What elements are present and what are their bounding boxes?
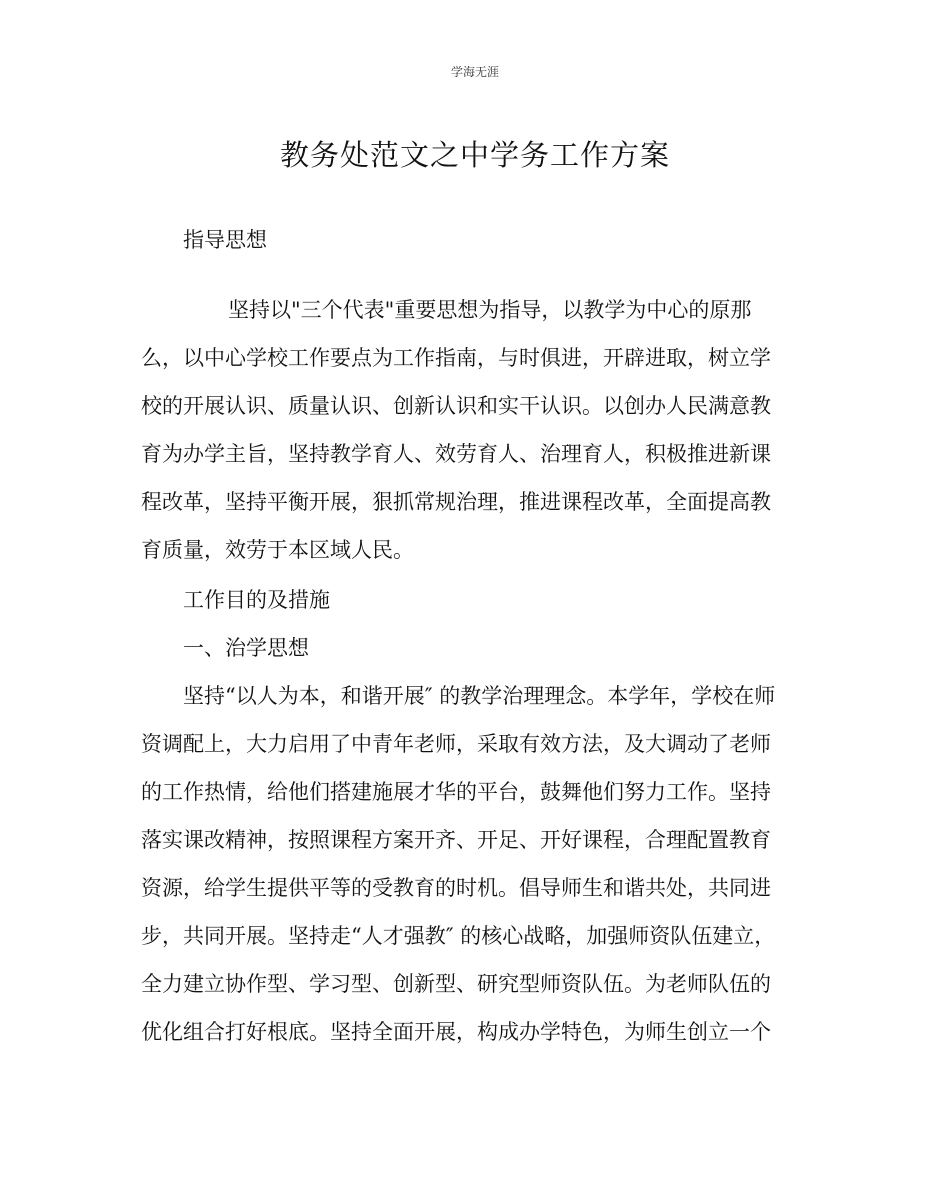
paragraph-line: 程改革，坚持平衡开展，狠抓常规治理，推进课程改革，全面提高教 xyxy=(141,490,771,514)
paragraph-line: 坚持以"三个代表"重要思想为指导，以教学为中心的原那 xyxy=(228,298,752,322)
page-header: 学海无涯 xyxy=(450,65,499,79)
paragraph-line: 优化组合打好根底。坚持全面开展，构成办学特色，为师生创立一个 xyxy=(141,1020,771,1044)
paragraph-line: 资源，给学生提供平等的受教育的时机。倡导师生和谐共处，共同进 xyxy=(141,876,771,900)
paragraph-line: 坚持“以人为本，和谐开展″ 的教学治理理念。本学年，学校在师 xyxy=(183,684,776,708)
paragraph-line: 的工作热情，给他们搭建施展才华的平台，鼓舞他们努力工作。坚持 xyxy=(141,780,771,804)
paragraph-line: 育为办学主旨，坚持教学育人、效劳育人、治理育人，积极推进新课 xyxy=(141,442,771,466)
paragraph-teaching-philosophy xyxy=(141,672,807,1056)
section-heading-teaching-philosophy: 一、治学思想 xyxy=(183,636,309,660)
section-heading-guiding: 指导思想 xyxy=(183,228,267,252)
paragraph-line: 校的开展认识、质量认识、创新认识和实干认识。以创办人民满意教 xyxy=(141,394,771,418)
paragraph-line: 落实课改精神，按照课程方案开齐、开足、开好课程，合理配置教育 xyxy=(141,828,771,852)
document-title: 教务处范文之中学务工作方案 xyxy=(279,138,670,172)
paragraph-line: 么，以中心学校工作要点为工作指南，与时俱进，开辟进取，树立学 xyxy=(141,346,771,370)
paragraph-line: 步，共同开展。坚持走“人才强教″ 的核心战略，加强师资队伍建立， xyxy=(141,924,776,948)
paragraph-guiding-thought xyxy=(141,286,807,574)
paragraph-line: 资调配上，大力启用了中青年老师，采取有效方法，及大调动了老师 xyxy=(141,732,771,756)
paragraph-line: 全力建立协作型、学习型、创新型、研究型师资队伍。为老师队伍的 xyxy=(141,972,771,996)
section-heading-goals: 工作目的及措施 xyxy=(183,588,330,612)
paragraph-line: 育质量，效劳于本区域人民。 xyxy=(141,538,414,562)
